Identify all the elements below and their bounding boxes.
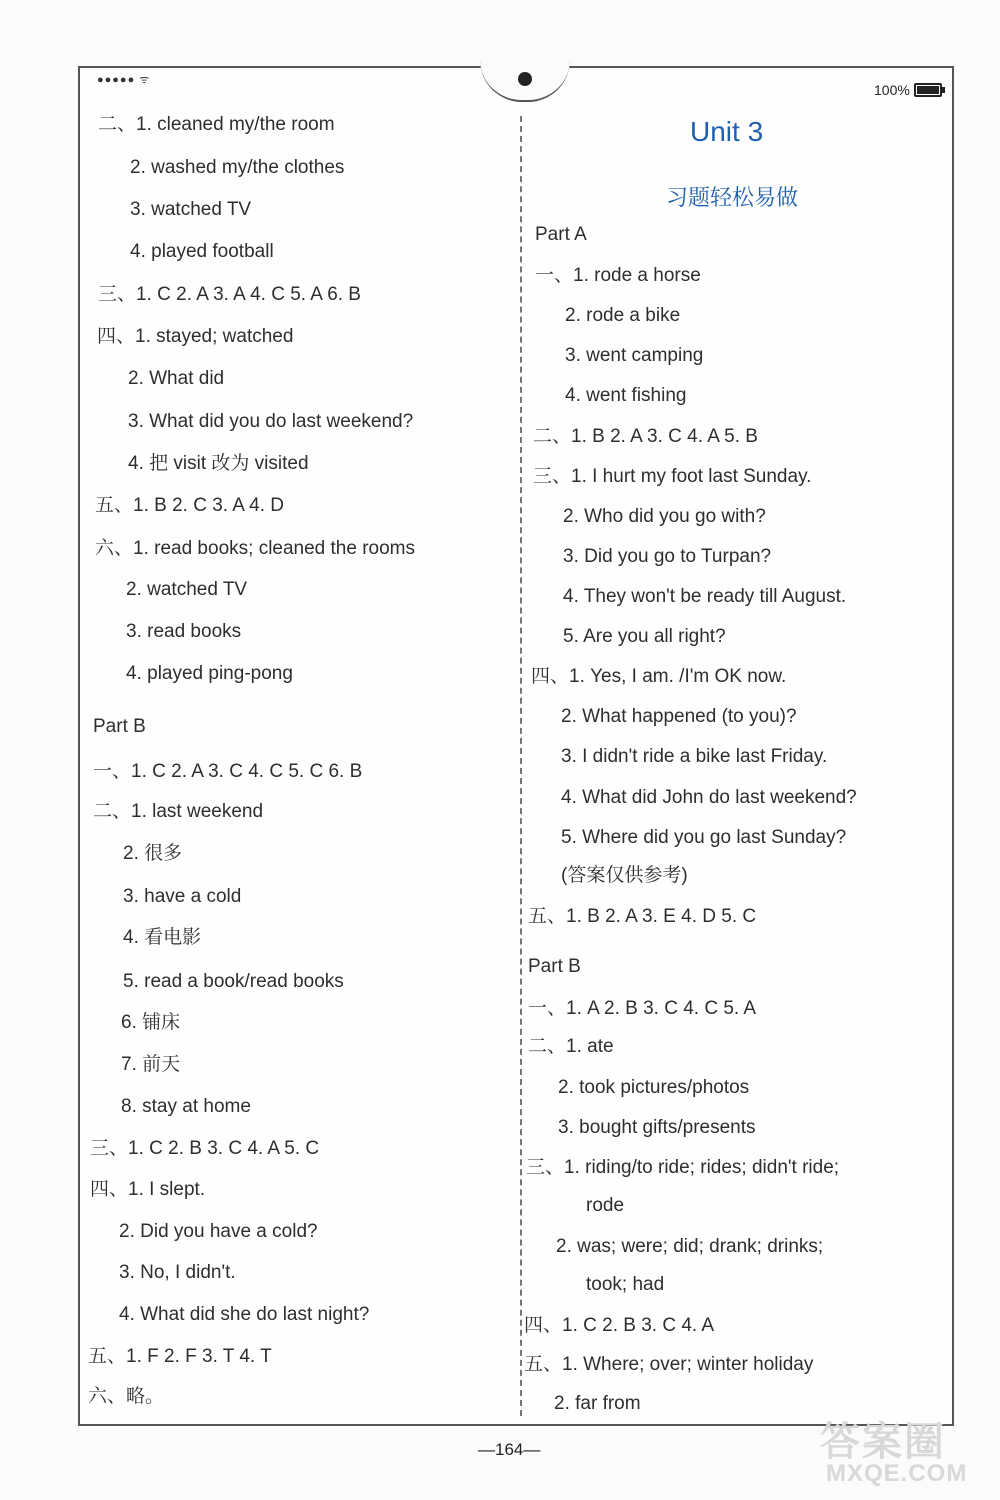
answer-line: 5. Where did you go last Sunday? — [561, 827, 847, 848]
answer-line: 2. far from — [554, 1393, 641, 1414]
camera-icon — [518, 72, 532, 86]
answer-line: 2. washed my/the clothes — [130, 157, 345, 178]
answer-line: 4. What did she do last night? — [119, 1304, 370, 1325]
watermark-url: MXQE.COM — [826, 1460, 968, 1487]
answer-line: 2. took pictures/photos — [558, 1077, 750, 1098]
answer-line: 4. 看电影 — [123, 927, 202, 948]
answer-line: 3. bought gifts/presents — [558, 1117, 756, 1138]
answer-line: 4. What did John do last weekend? — [561, 787, 857, 808]
answer-line: 2. was; were; did; drank; drinks; — [556, 1236, 824, 1257]
answer-line: 四、1. C 2. B 3. C 4. A — [524, 1315, 715, 1336]
answer-line: 二、1. last weekend — [93, 801, 264, 822]
answer-line: 4. played ping-pong — [126, 663, 293, 684]
answer-line: 3. What did you do last weekend? — [128, 411, 414, 432]
battery-percent: 100% — [874, 82, 910, 98]
answer-line: 三、1. I hurt my foot last Sunday. — [533, 466, 812, 487]
answer-line: 4. went fishing — [565, 385, 687, 406]
answer-line: 4. played football — [130, 241, 274, 262]
section-heading: Part B — [93, 716, 146, 737]
answer-line: 一、1. rode a horse — [535, 265, 701, 286]
answer-line: 六、略。 — [88, 1386, 165, 1407]
answer-line: 四、1. stayed; watched — [97, 326, 294, 347]
answer-line: 二、1. cleaned my/the room — [98, 114, 335, 135]
page-number: —164— — [478, 1440, 541, 1459]
answer-line: 一、1. A 2. B 3. C 4. C 5. A — [528, 998, 757, 1019]
section-heading: Part A — [535, 224, 587, 245]
answer-line: 六、1. read books; cleaned the rooms — [95, 538, 416, 559]
answer-line: 3. watched TV — [130, 199, 252, 220]
answer-line: 2. Did you have a cold? — [119, 1221, 318, 1242]
section-subtitle: 习题轻松易做 — [666, 185, 799, 210]
battery-icon — [914, 83, 942, 97]
answer-line: 三、1. C 2. B 3. C 4. A 5. C — [90, 1138, 320, 1159]
answer-line: rode — [586, 1195, 625, 1216]
answer-line: 3. have a cold — [123, 886, 242, 907]
answer-line: took; had — [586, 1274, 665, 1295]
answer-line: 三、1. C 2. A 3. A 4. C 5. A 6. B — [98, 284, 361, 305]
battery-status — [874, 82, 942, 98]
answer-line: 4. They won't be ready till August. — [563, 586, 847, 607]
answer-note: (答案仅供参考) — [561, 865, 688, 886]
answer-line: 四、1. I slept. — [90, 1179, 206, 1200]
watermark-logo: 答案圈 — [820, 1420, 946, 1464]
answer-line: 8. stay at home — [121, 1096, 251, 1117]
answer-line: 7. 前天 — [121, 1054, 181, 1075]
section-heading: Part B — [528, 956, 581, 977]
answer-line: 2. What did — [128, 368, 225, 389]
answer-line: 3. I didn't ride a bike last Friday. — [561, 746, 828, 767]
answer-line: 5. read a book/read books — [123, 971, 344, 992]
signal-icon: ●●●●● ᯤ — [97, 74, 151, 86]
answer-line: 五、1. B 2. A 3. E 4. D 5. C — [528, 906, 757, 927]
answer-line: 一、1. C 2. A 3. C 4. C 5. C 6. B — [93, 761, 363, 782]
answer-line: 3. Did you go to Turpan? — [563, 546, 772, 567]
answer-line: 五、1. B 2. C 3. A 4. D — [95, 495, 285, 516]
answer-line: 五、1. Where; over; winter holiday — [524, 1354, 814, 1375]
answer-line: 4. 把 visit 改为 visited — [128, 453, 309, 474]
answer-line: 三、1. riding/to ride; rides; didn't ride; — [526, 1157, 840, 1178]
answer-line: 四、1. Yes, I am. /I'm OK now. — [531, 666, 787, 687]
answer-line: 3. went camping — [565, 345, 704, 366]
unit-title: Unit 3 — [690, 116, 764, 147]
answer-line: 2. What happened (to you)? — [561, 706, 797, 727]
answer-line: 2. 很多 — [123, 843, 183, 864]
column-divider — [520, 116, 522, 1416]
answer-line: 6. 铺床 — [121, 1012, 181, 1033]
answer-line: 2. watched TV — [126, 579, 248, 600]
answer-line: 5. Are you all right? — [563, 626, 726, 647]
answer-line: 3. read books — [126, 621, 242, 642]
answer-line: 2. Who did you go with? — [563, 506, 766, 527]
answer-line: 二、1. B 2. A 3. C 4. A 5. B — [533, 426, 758, 447]
answer-line: 五、1. F 2. F 3. T 4. T — [88, 1346, 272, 1367]
answer-line: 2. rode a bike — [565, 305, 681, 326]
answer-line: 二、1. ate — [528, 1036, 614, 1057]
answer-line: 3. No, I didn't. — [119, 1262, 236, 1283]
